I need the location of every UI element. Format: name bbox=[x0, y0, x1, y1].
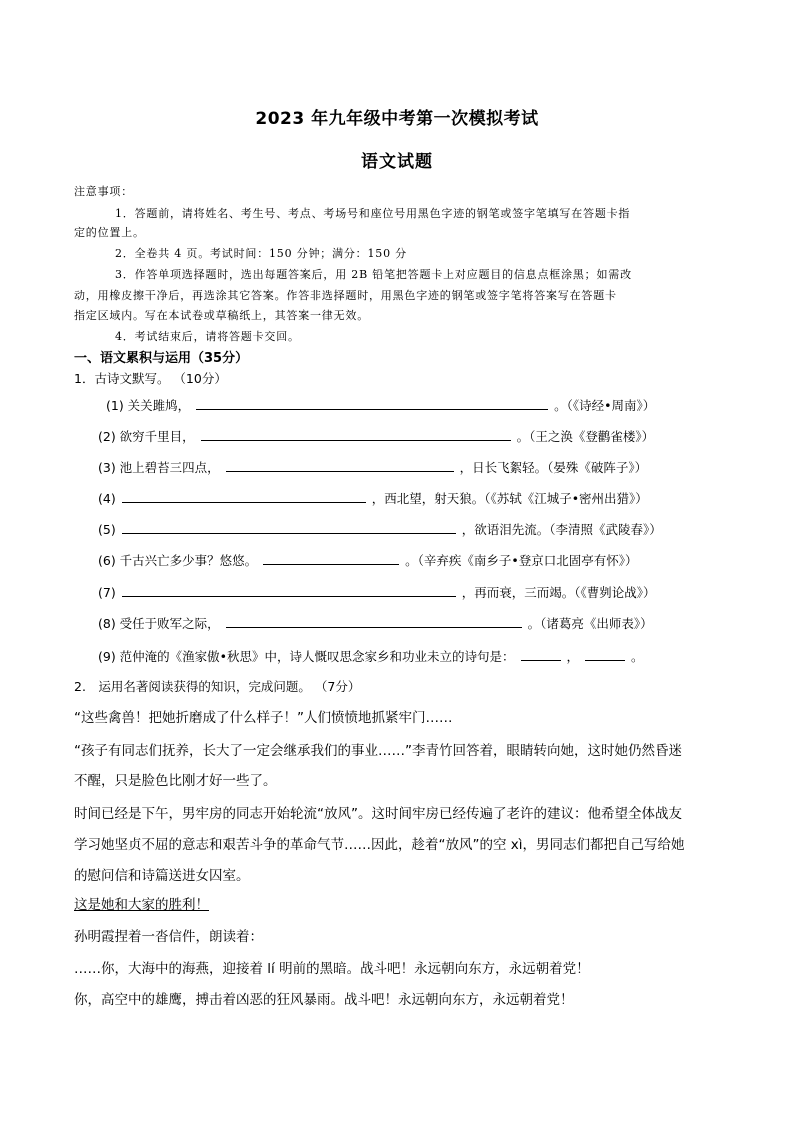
passage-line: 学习她坚贞不屈的意志和艰苦斗争的革命气节……因此，趁着“放风”的空 xì，男同志们都把自己写给她 bbox=[74, 837, 685, 853]
item-prefix: (5) bbox=[98, 522, 116, 537]
answer-blank[interactable] bbox=[122, 489, 366, 503]
recitation-item-1 bbox=[106, 396, 655, 414]
exam-subtitle: 语文试题 bbox=[361, 152, 433, 172]
notice-line: 定的位置上。 bbox=[74, 226, 145, 239]
recitation-item-7 bbox=[98, 583, 655, 601]
notice-line: 3．作答单项选择题时，选出每题答案后，用 2B 铅笔把答题卡上对应题目的信息点框涂黑；如需改 bbox=[115, 268, 632, 281]
recitation-item-9 bbox=[98, 647, 644, 665]
answer-blank[interactable] bbox=[226, 458, 454, 472]
passage-line: ……你，大海中的海燕，迎接着 lí 明前的黑暗。战斗吧！永远朝向东方，永远朝着党！ bbox=[74, 961, 590, 977]
exam-title: 2023 年九年级中考第一次模拟考试 bbox=[255, 109, 539, 129]
answer-blank[interactable] bbox=[196, 396, 548, 410]
item-separator: ， bbox=[566, 649, 580, 664]
passage-line-underlined: 这是她和大家的胜利！ bbox=[74, 897, 209, 913]
passage-line: 的慰问信和诗篇送进女囚室。 bbox=[74, 868, 250, 884]
item-prefix: (7) bbox=[98, 585, 116, 600]
item-prefix: (3) 池上碧苔三四点， bbox=[98, 460, 220, 475]
notice-line: 1．答题前，请将姓名、考生号、考点、考场号和座位号用黑色字迹的钢笔或签字笔填写在答题卡指 bbox=[115, 207, 631, 220]
passage-line: “孩子有同志们抚养，长大了一定会继承我们的事业……”李青竹回答着，眼睛转向她，这时她仍然昏迷 bbox=[74, 743, 682, 759]
answer-blank[interactable] bbox=[201, 427, 511, 441]
section-heading: 一、语文累积与运用（35分） bbox=[74, 351, 249, 366]
answer-blank[interactable] bbox=[122, 583, 456, 597]
item-prefix: (6) 千古兴亡多少事？悠悠。 bbox=[98, 553, 258, 568]
recitation-item-5 bbox=[98, 520, 662, 538]
item-prefix: (1) 关关雎鸠， bbox=[106, 398, 191, 413]
notice-line: 指定区域内。写在本试卷或草稿纸上，其答案一律无效。 bbox=[74, 309, 369, 322]
recitation-item-8 bbox=[98, 614, 653, 632]
answer-blank[interactable] bbox=[585, 647, 625, 661]
answer-blank[interactable] bbox=[521, 647, 561, 661]
question-1-prompt: 1．古诗文默写。 （10分） bbox=[74, 371, 227, 386]
notice-line: 动，用橡皮擦干净后，再选涂其它答案。作答非选择题时，用黑色字迹的钢笔或签字笔将答案写在答题卡 bbox=[74, 289, 617, 302]
passage-line: 孙明霞捏着一沓信件，朗读着： bbox=[74, 929, 263, 945]
recitation-item-2 bbox=[98, 427, 654, 445]
item-suffix: 。（王之涣《登鹳雀楼》） bbox=[516, 429, 655, 444]
item-suffix: 。 bbox=[631, 649, 644, 664]
question-2-prompt: 2. 运用名著阅读获得的知识，完成问题。 （7分） bbox=[74, 679, 361, 694]
recitation-item-3 bbox=[98, 458, 647, 476]
notice-heading: 注意事项： bbox=[74, 185, 133, 198]
item-suffix: ，再而衰，三而竭。（《曹刿论战》） bbox=[461, 585, 656, 600]
item-prefix: (9) 范仲淹的《渔家傲•秋思》中，诗人慨叹思念家乡和功业未立的诗句是： bbox=[98, 649, 515, 664]
notice-line: 4．考试结束后，请将答题卡交回。 bbox=[115, 330, 300, 343]
passage-line: 你，高空中的雄鹰，搏击着凶恶的狂风暴雨。战斗吧！永远朝向东方，永远朝着党！ bbox=[74, 992, 574, 1008]
item-prefix: (4) bbox=[98, 491, 116, 506]
recitation-item-6 bbox=[98, 551, 638, 569]
answer-blank[interactable] bbox=[122, 520, 456, 534]
item-suffix: ，日长飞絮轻。（晏殊《破阵子》） bbox=[459, 460, 648, 475]
item-suffix: 。（辛弃疾《南乡子•登京口北固亭有怀》） bbox=[405, 553, 638, 568]
passage-line: “这些禽兽！把她折磨成了什么样子！”人们愤愤地抓紧牢门…… bbox=[74, 710, 453, 726]
item-suffix: ，欲语泪先流。（李清照《武陵春》） bbox=[461, 522, 662, 537]
item-suffix: 。（《诗经•周南》） bbox=[554, 398, 656, 413]
passage-line: 不醒，只是脸色比刚才好一些了。 bbox=[74, 773, 277, 789]
item-suffix: 。（诸葛亮《出师表》） bbox=[527, 616, 653, 631]
passage-line: 时间已经是下午，男牢房的同志开始轮流“放风”。这时间牢房已经传遍了老许的建议：他希望全体战友 bbox=[74, 806, 682, 822]
item-prefix: (2) 欲穷千里目， bbox=[98, 429, 195, 444]
recitation-item-4 bbox=[98, 489, 648, 507]
answer-blank[interactable] bbox=[263, 551, 399, 565]
notice-line: 2．全卷共 4 页。考试时间：150 分钟；满分：150 分 bbox=[115, 247, 407, 260]
answer-blank[interactable] bbox=[226, 614, 522, 628]
item-suffix: ，西北望，射天狼。（《苏轼《江城子•密州出猎》） bbox=[371, 491, 648, 506]
item-prefix: (8) 受任于败军之际， bbox=[98, 616, 220, 631]
